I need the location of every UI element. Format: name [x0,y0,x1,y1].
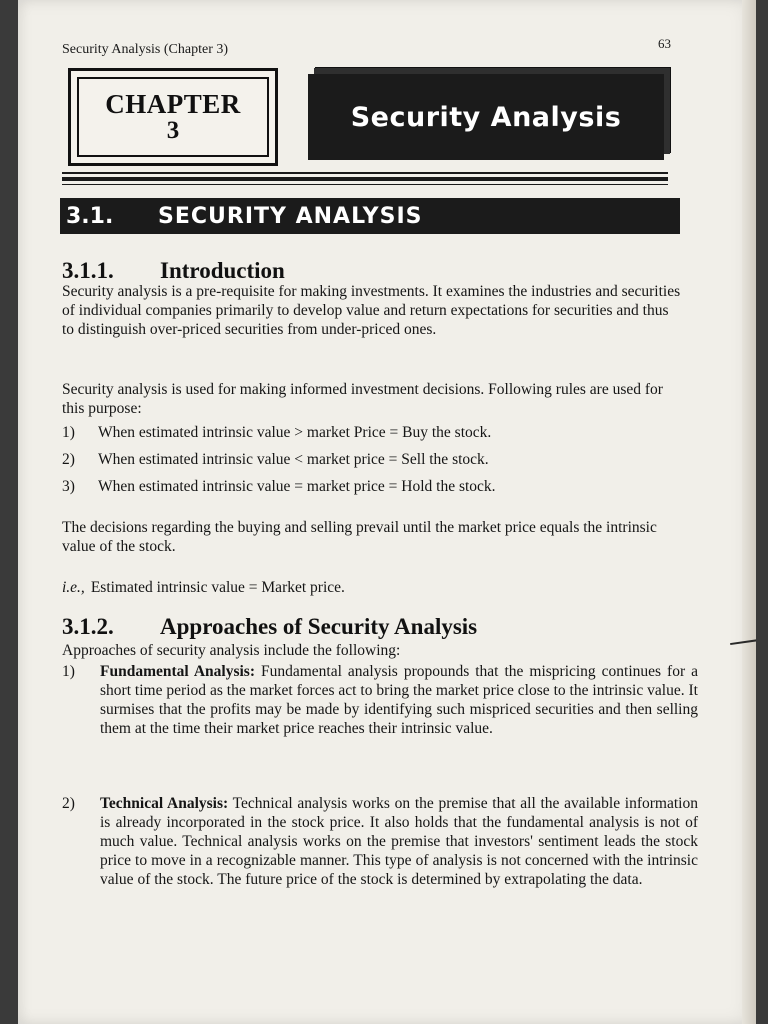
divider-thin-bottom [62,184,668,185]
running-head: Security Analysis (Chapter 3) [62,42,229,57]
approach-term: Fundamental Analysis: [100,663,255,680]
subsection-title: Introduction [160,258,285,283]
rule-text: When estimated intrinsic value < market price = Sell the stock. [98,451,489,468]
approaches-intro: Approaches of security analysis include the following: [62,642,401,659]
page-number: 63 [658,36,671,51]
approach-body [100,662,698,738]
subsection-heading-approaches [62,614,477,640]
book-page [18,0,756,1024]
section-heading-bar [60,198,680,234]
rule-number: 3) [62,478,75,495]
rule-number: 2) [62,451,75,468]
section-title: SECURITY ANALYSIS [158,203,423,229]
chapter-box-inner [77,77,269,157]
chapter-title: Security Analysis [350,101,622,133]
ie-prefix: i.e., [62,579,85,596]
rule-item [62,424,662,442]
approach-number: 2) [62,795,75,812]
divider-thick [62,177,668,181]
page-edge [742,0,756,1024]
section-number: 3.1. [66,203,114,229]
chapter-label: CHAPTER [105,88,241,119]
subsection-heading-introduction [62,258,285,284]
ie-statement [62,579,345,597]
approach-number: 1) [62,663,75,680]
intro-paragraph-2: Security analysis is used for making informed investment decisions. Following rules are used for this purpose: [62,381,663,417]
approach-body [100,794,698,889]
chapter-number: 3 [166,117,180,145]
intro-paragraph-3: The decisions regarding the buying and selling prevail until the market price equals the intrinsic value of the stock. [62,519,657,555]
chapter-box [68,68,278,166]
rule-item [62,478,662,496]
intro-paragraph-1: Security analysis is a pre-requisite for making investments. It examines the industries and securities of individual companies primarily to develop value and return expectations for securities and thus to distinguish over-priced securities from under-priced ones. [62,283,681,338]
approach-item-technical [62,794,698,889]
rule-number: 1) [62,424,75,441]
ie-text: Estimated intrinsic value = Market price. [90,579,345,596]
approach-text: Fundamental analysis propounds that the mispricing continues for a short time period as the market forces act to bring the market price close to the intrinsic value. It surmises that the profits may be made by identifying such mispriced securities and then selling them at the time their market price reaches their intrinsic value. [100,663,698,737]
rule-item [62,451,662,469]
divider-thin-top [62,172,668,174]
chapter-title-banner [308,74,664,160]
approach-item-fundamental [62,662,698,738]
subsection-number: 3.1.1. [62,258,114,283]
approach-text: Technical analysis works on the premise that all the available information is already incorporated in the stock price. It also holds that the fundamental analysis is not of much value. Technical analysis works on the premise that investors' sentiment leads the stock price to move in a recognizable manner. This type of analysis is not concerned with the intrinsic value of the stock. The future price of the stock is determined by extrapolating the data. [100,795,698,888]
subsection-title: Approaches of Security Analysis [160,614,478,639]
approach-term: Technical Analysis: [100,795,229,812]
rule-text: When estimated intrinsic value > market Price = Buy the stock. [98,424,492,441]
subsection-number: 3.1.2. [62,614,114,639]
rule-text: When estimated intrinsic value = market price = Hold the stock. [98,478,496,495]
